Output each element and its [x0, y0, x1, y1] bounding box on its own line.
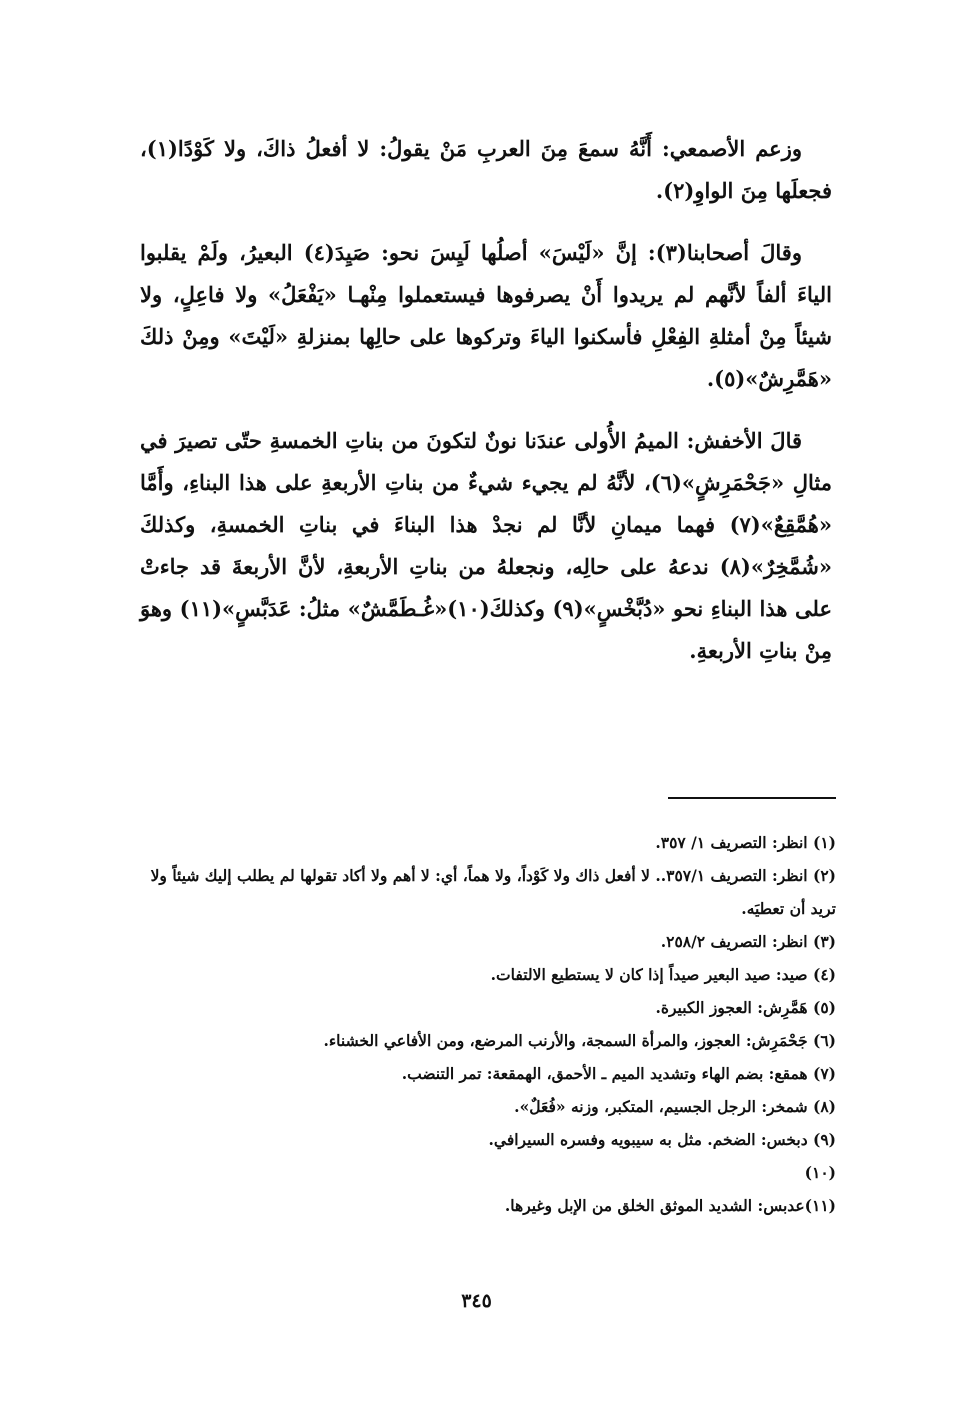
footnote-8: (٨) شمخر: الرجل الجسيم، المتكبر، وزنه «فُعَلٌ». [514, 1097, 836, 1116]
footnote-7: (٧) همقع: بضم الهاء وتشديد الميم ـ الأحمق، الهمقعة: تمر التنضب. [401, 1064, 836, 1083]
paragraph-1: وزعم الأصمعي: أَنَّهُ سمعَ مِنَ العربِ مَنْ يقولُ: لا أفعلُ ذاكَ، ولا كَوْدًا(١)، فجعلَها مِنَ الواوِ(٢). [140, 136, 832, 203]
footnote-4: (٤) صيد: صيد البعير صيداً إذا كان لا يستطيع الالتفات. [490, 965, 836, 984]
page-number: ٣٤٥ [461, 1290, 492, 1312]
paragraph-3: قالَ الأخفش: الميمُ الأُولى عندَنا نونٌ لتكونَ من بناتِ الخمسةِ حتّى تصيرَ في مثالِ «جَحْمَرِشٍ»(٦)، لأنَّهُ لم يجيء شيءٌ من بناتِ الأربعةِ على هذا البناءِ، وأَمَّا «هُمَّقِعٌ»(٧) فهما ميمانِ لأنَّا لم نجدْ هذا البناءَ في بناتِ الخمسةِ، وكذلكَ «شُمَّخِرٌ»(٨) ندعهُ على حالِه، ونجعلهُ من بناتِ الأربعةِ، لأنَّ الأربعةَ قد جاءتْ على هذا البناءِ نحو «دُبَّخْسٍ»(٩) وكذلكَ(١٠)«غُـطَمَّشٌ» مثلُ: عَدَبَّسٍ»(١١) وهوَ مِنْ بناتِ الأربعةِ. [140, 428, 832, 663]
footnote-10: (١٠) [804, 1163, 836, 1182]
footnote-1: (١) انظر: التصريف ١/ ٣٥٧. [655, 833, 836, 852]
main-text [140, 128, 832, 692]
footnote-11: (١١)عدبس: الشديد الموثق الخلق من الإبل وغيرها. [504, 1196, 836, 1215]
footnote-divider [668, 797, 836, 799]
footnote-9: (٩) دبخس: الضخم. مثل به سيبويه وفسره السيرافي. [488, 1130, 836, 1149]
footnote-6: (٦) جَحْمَرِش: العجوز، والمرأة السمجة، والأرنب المرضع، ومن الأفاعي الخشناء. [323, 1031, 836, 1050]
footnotes [150, 826, 836, 1222]
paragraph-2: وقالَ أصحابنا(٣): إنَّ «لَيْسَ» أصلُها لَيِسَ نحو: صَيِدَ(٤) البعيرُ، ولَمْ يقلبوا الياءَ ألفاً لأنَّهم لم يريدوا أَنْ يصرفوها فيستعملوا مِنْهـا «يَفْعَلُ» ولا فاعِلٍ، ولا شيئاً مِنْ أمثلةِ الفِعْلِ فأسكنوا الياءَ وتركوها على حالِها بمنزلةِ «لَيْتَ» ومِنْ ذلكَ «هَمَّرِشٌ»(٥). [140, 240, 832, 391]
footnote-3: (٣) انظر: التصريف ٢٥٨/٢. [660, 932, 836, 951]
footnote-2: (٢) انظر: التصريف ٣٥٧/١.. لا أفعل ذاك ولا كَوْداً، ولا هماً، أي: لا أهم ولا أكاد تقولها لم يطلب إليك شيئاً ولا تريد أن تعطيَه. [150, 866, 836, 918]
footnote-5: (٥) هَمَّرِش: العجوز الكبيرة. [655, 998, 836, 1017]
